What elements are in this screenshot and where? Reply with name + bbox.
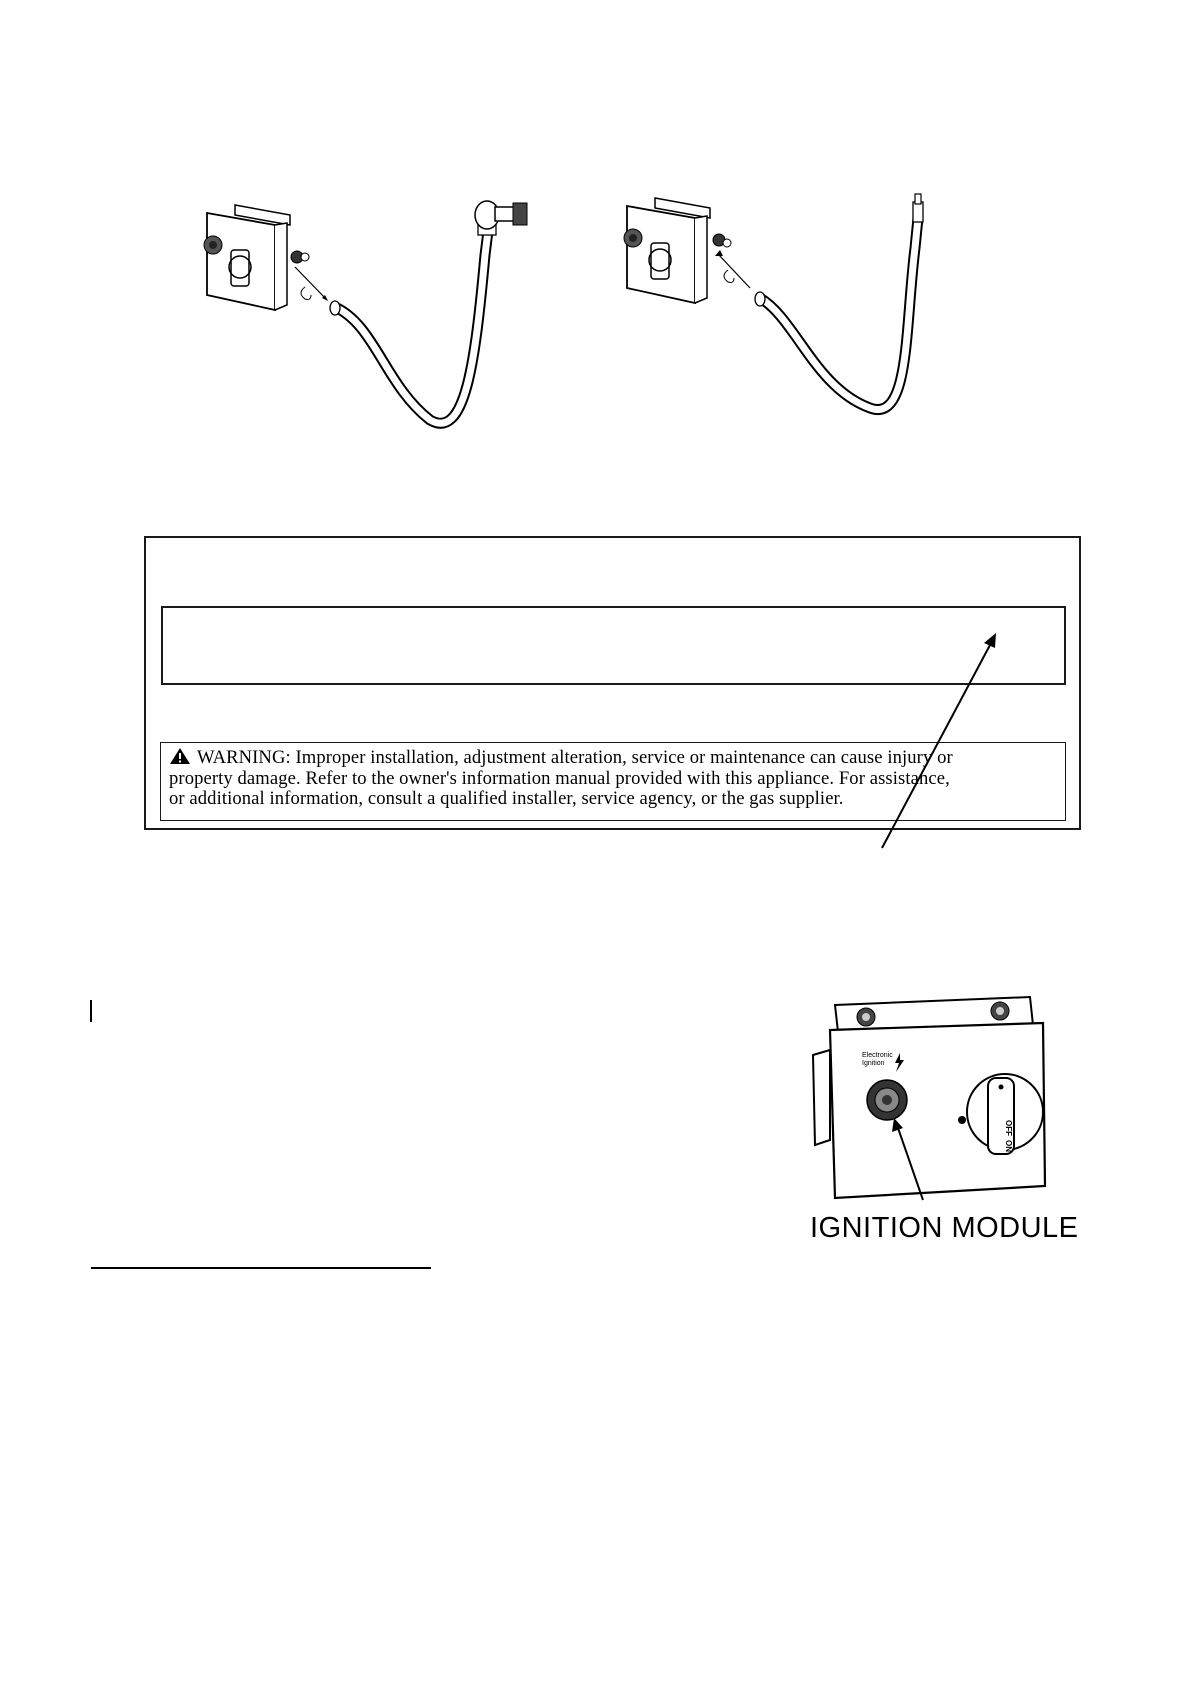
ignition-module-caption: IGNITION MODULE xyxy=(810,1212,1079,1244)
ignition-label: Ignition xyxy=(862,1060,885,1067)
knob-on-label: ON xyxy=(1004,1140,1013,1152)
margin-bar xyxy=(90,1000,92,1022)
warning-line-3: or additional information, consult a qualified installer, service agency, or the gas supplier. xyxy=(169,788,844,809)
knob-off-label: OFF xyxy=(1004,1120,1013,1136)
warning-line-2: property damage. Refer to the owner's information manual provided with this appliance. For assistance, xyxy=(169,767,950,789)
electronic-label: Electronic xyxy=(862,1052,893,1059)
ignition-module-figure xyxy=(805,990,1075,1210)
warning-line-1: WARNING: Improper installation, adjustment alteration, service or maintenance can cause injury or xyxy=(197,747,953,768)
section-rule xyxy=(91,1267,431,1269)
